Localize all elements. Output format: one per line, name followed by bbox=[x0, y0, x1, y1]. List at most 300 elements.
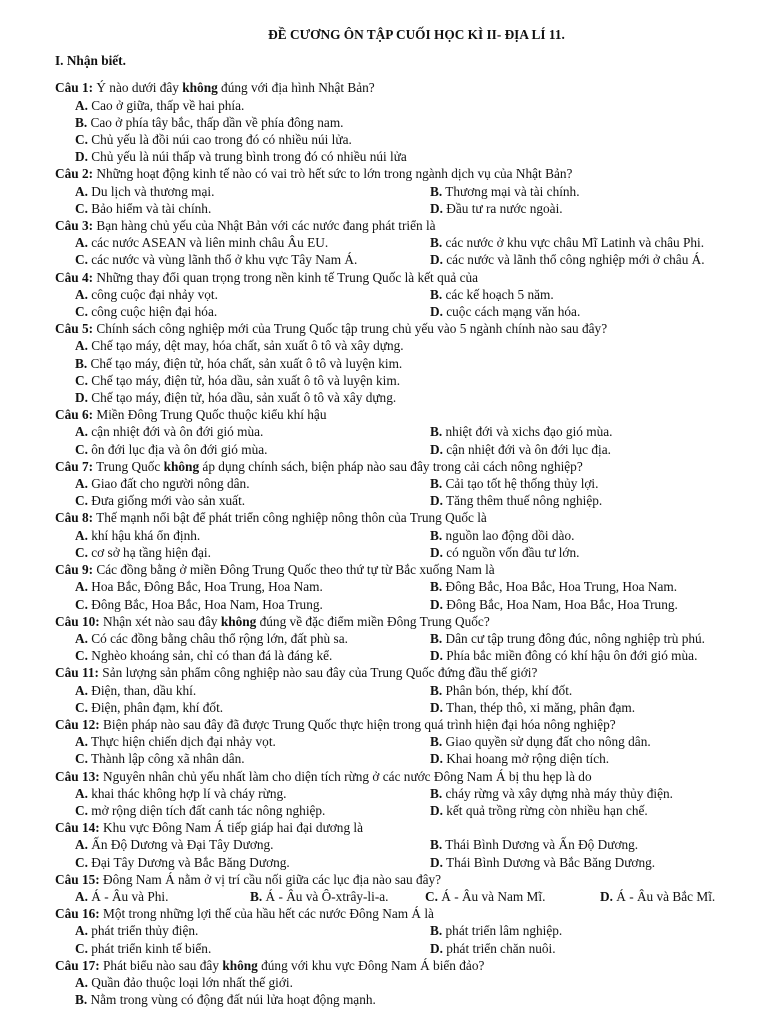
option-letter: A. bbox=[75, 888, 88, 904]
option-text: có nguồn vốn đầu tư lớn. bbox=[442, 544, 580, 560]
question-stem bbox=[55, 819, 748, 836]
answer-option bbox=[430, 423, 748, 440]
option-text: Thành lập công xã nhân dân. bbox=[87, 751, 245, 767]
answer-options bbox=[55, 836, 748, 870]
answer-option bbox=[75, 372, 748, 389]
option-text: ôn đới lục địa và ôn đới gió mùa. bbox=[87, 441, 268, 457]
answer-option bbox=[75, 991, 748, 1008]
option-text: phát triển kinh tế biển. bbox=[87, 940, 212, 956]
option-letter: D. bbox=[430, 441, 443, 457]
option-letter: C. bbox=[75, 493, 88, 509]
question-block bbox=[55, 561, 748, 613]
option-letter: A. bbox=[75, 235, 88, 251]
option-letter: A. bbox=[75, 630, 88, 646]
option-text: công cuộc hiện đại hóa. bbox=[87, 304, 218, 320]
option-text: Có các đồng bằng châu thổ rộng lớn, đất phù sa. bbox=[87, 630, 348, 646]
option-text: công cuộc đại nhảy vọt. bbox=[87, 286, 218, 302]
answer-option bbox=[430, 578, 748, 595]
option-text: cận nhiệt đới và ôn đới gió mùa. bbox=[87, 424, 264, 440]
answer-option bbox=[75, 475, 430, 492]
question-block bbox=[55, 509, 748, 561]
answer-options bbox=[55, 630, 748, 664]
question-block bbox=[55, 165, 748, 217]
answer-option bbox=[75, 630, 430, 647]
option-letter: B. bbox=[430, 579, 443, 595]
option-text: Nghèo khoáng sản, chỉ có than đá là đáng kể. bbox=[87, 648, 333, 664]
answer-option bbox=[75, 389, 748, 406]
answer-options bbox=[55, 785, 748, 819]
question-text: Biện pháp nào sau đây đã được Trung Quốc thực hiện trong quá trình hiện đại hóa nông nghiệp? bbox=[99, 716, 616, 732]
option-row bbox=[75, 544, 748, 561]
option-letter: D. bbox=[75, 149, 88, 165]
question-block bbox=[55, 269, 748, 321]
option-text: Dân cư tập trung đông đúc, nông nghiệp trù phú. bbox=[442, 630, 705, 646]
option-letter: B. bbox=[430, 527, 443, 543]
option-text: khai thác không hợp lí và cháy rừng. bbox=[87, 785, 287, 801]
question-block bbox=[55, 905, 748, 957]
question-stem bbox=[55, 458, 748, 475]
option-text: Ấn Độ Dương và Đại Tây Dương. bbox=[87, 837, 274, 853]
option-text: Cải tạo tốt hệ thống thủy lợi. bbox=[442, 476, 599, 492]
section-heading: I. Nhận biết. bbox=[55, 53, 126, 69]
option-text: Giao quyền sử dụng đất cho nông dân. bbox=[442, 734, 651, 750]
question-number: Câu 11: bbox=[55, 665, 99, 681]
question-stem bbox=[55, 269, 748, 286]
option-letter: A. bbox=[75, 183, 88, 199]
question-text: Miền Đông Trung Quốc thuộc kiểu khí hậu bbox=[93, 407, 327, 423]
option-text: Chế tạo máy, điện tử, hóa dầu, sản xuất ô tô và luyện kim. bbox=[87, 372, 401, 388]
answer-option bbox=[430, 303, 748, 320]
question-block bbox=[55, 716, 748, 768]
option-row bbox=[75, 596, 748, 613]
option-text: Du lịch và thương mại. bbox=[87, 183, 215, 199]
option-text: cuộc cách mạng văn hóa. bbox=[442, 304, 581, 320]
option-letter: C. bbox=[75, 200, 88, 216]
option-row bbox=[75, 733, 748, 750]
option-letter: D. bbox=[430, 544, 443, 560]
option-text: các nước và vùng lãnh thổ ở khu vực Tây Nam Á. bbox=[87, 252, 358, 268]
question-block bbox=[55, 871, 748, 905]
option-text: Than, thép thô, xi măng, phân đạm. bbox=[442, 699, 636, 715]
option-text: Tăng thêm thuế nông nghiệp. bbox=[442, 493, 603, 509]
answer-options bbox=[55, 337, 748, 406]
question-stem bbox=[55, 561, 748, 578]
option-letter: B. bbox=[430, 837, 443, 853]
option-row bbox=[75, 475, 748, 492]
question-stem bbox=[55, 716, 748, 733]
option-letter: A. bbox=[75, 837, 88, 853]
question-stem bbox=[55, 509, 748, 526]
option-letter: C. bbox=[75, 648, 88, 664]
option-letter: B. bbox=[430, 476, 443, 492]
question-text: Thế mạnh nổi bật để phát triển công nghiệp nông thôn của Trung Quốc là bbox=[93, 510, 487, 526]
question-number: Câu 15: bbox=[55, 871, 100, 887]
option-letter: B. bbox=[430, 630, 443, 646]
question-text: Đông Nam Á nằm ở vị trí cầu nối giữa các lục địa nào sau đây? bbox=[99, 871, 442, 887]
option-text: Chủ yếu là đồi núi cao trong đó có nhiều núi lửa. bbox=[87, 132, 352, 148]
option-text: Giao đất cho người nông dân. bbox=[87, 476, 250, 492]
question-number: Câu 2: bbox=[55, 166, 94, 182]
option-text: Đông Bắc, Hoa Bắc, Hoa Nam, Hoa Trung. bbox=[87, 596, 323, 612]
option-letter: B. bbox=[430, 286, 443, 302]
option-text: Đầu tư ra nước ngoài. bbox=[442, 200, 563, 216]
option-letter: D. bbox=[600, 888, 613, 904]
option-row bbox=[75, 492, 748, 509]
option-letter: A. bbox=[75, 974, 88, 990]
question-number: Câu 5: bbox=[55, 321, 94, 337]
option-text: các nước ở khu vực châu Mĩ Latinh và châu Phi. bbox=[442, 235, 705, 251]
answer-option bbox=[75, 303, 430, 320]
option-letter: D. bbox=[430, 200, 443, 216]
question-text-end: đúng với khu vực Đông Nam Á biển đảo? bbox=[257, 957, 485, 973]
option-text: Đưa giống mới vào sản xuất. bbox=[87, 493, 246, 509]
option-row bbox=[75, 527, 748, 544]
question-text-end: áp dụng chính sách, biện pháp nào sau đây trong cải cách nông nghiệp? bbox=[199, 458, 583, 474]
question-number: Câu 9: bbox=[55, 562, 94, 578]
option-letter: B. bbox=[430, 682, 443, 698]
option-letter: C. bbox=[75, 596, 88, 612]
option-text: Cao ở phía tây bắc, thấp dần về phía đông nam. bbox=[87, 114, 344, 130]
question-keyword: không bbox=[220, 613, 257, 629]
option-row bbox=[75, 578, 748, 595]
option-letter: D. bbox=[430, 252, 443, 268]
answer-option bbox=[250, 888, 425, 905]
option-letter: A. bbox=[75, 579, 88, 595]
document-title: ĐỀ CƯƠNG ÔN TẬP CUỐI HỌC KÌ II- ĐỊA LÍ 11. bbox=[268, 27, 565, 42]
option-text: phát triển chăn nuôi. bbox=[442, 940, 556, 956]
option-row bbox=[75, 836, 748, 853]
answer-option bbox=[430, 647, 748, 664]
option-letter: B. bbox=[430, 923, 443, 939]
option-text: Hoa Bắc, Đông Bắc, Hoa Trung, Hoa Nam. bbox=[87, 579, 323, 595]
option-letter: C. bbox=[75, 252, 88, 268]
question-text: Các đồng bằng ở miền Đông Trung Quốc theo thứ tự từ Bắc xuống Nam là bbox=[93, 562, 495, 578]
question-block bbox=[55, 957, 748, 1009]
question-keyword: không bbox=[163, 458, 200, 474]
answer-option bbox=[75, 888, 250, 905]
option-row bbox=[75, 699, 748, 716]
answer-option bbox=[430, 733, 748, 750]
answer-options bbox=[55, 183, 748, 217]
option-row bbox=[75, 234, 748, 251]
option-row bbox=[75, 183, 748, 200]
answer-options bbox=[55, 97, 748, 166]
answer-options bbox=[55, 423, 748, 457]
question-text: Một trong những lợi thế của hầu hết các nước Đông Nam Á là bbox=[99, 906, 434, 922]
question-stem bbox=[55, 165, 748, 182]
option-letter: B. bbox=[75, 114, 88, 130]
option-letter: C. bbox=[75, 854, 88, 870]
answer-option bbox=[75, 785, 430, 802]
option-text: nguồn lao động dồi dào. bbox=[442, 527, 575, 543]
answer-option bbox=[75, 578, 430, 595]
answer-option bbox=[430, 475, 748, 492]
option-letter: D. bbox=[430, 493, 443, 509]
answer-option bbox=[75, 836, 430, 853]
answer-options bbox=[55, 974, 748, 1008]
answer-options bbox=[55, 682, 748, 716]
option-letter: D. bbox=[75, 390, 88, 406]
question-list bbox=[55, 79, 748, 1008]
option-text: Phân bón, thép, khí đốt. bbox=[442, 682, 573, 698]
option-text: khí hậu khá ổn định. bbox=[87, 527, 201, 543]
answer-option bbox=[75, 131, 748, 148]
option-text: Cao ở giữa, thấp về hai phía. bbox=[87, 97, 245, 113]
question-stem bbox=[55, 320, 748, 337]
question-stem bbox=[55, 905, 748, 922]
answer-option bbox=[75, 596, 430, 613]
answer-options bbox=[55, 578, 748, 612]
answer-option bbox=[75, 441, 430, 458]
option-text: Điện, phân đạm, khí đốt. bbox=[87, 699, 224, 715]
option-letter: C. bbox=[75, 372, 88, 388]
option-text: phát triển thủy điện. bbox=[87, 923, 199, 939]
answer-option bbox=[430, 836, 748, 853]
answer-option bbox=[75, 922, 430, 939]
question-text: Bạn hàng chủ yếu của Nhật Bản với các nước đang phát triển là bbox=[93, 218, 436, 234]
question-number: Câu 6: bbox=[55, 407, 94, 423]
option-letter: B. bbox=[430, 424, 443, 440]
question-stem bbox=[55, 871, 748, 888]
option-row bbox=[75, 854, 748, 871]
answer-option bbox=[425, 888, 600, 905]
answer-option bbox=[600, 888, 768, 905]
question-keyword: không bbox=[182, 80, 218, 96]
answer-options bbox=[55, 733, 748, 767]
option-letter: C. bbox=[425, 888, 438, 904]
option-text: Thương mại và tài chính. bbox=[442, 183, 580, 199]
question-stem bbox=[55, 613, 748, 630]
question-number: Câu 3: bbox=[55, 218, 94, 234]
answer-option bbox=[75, 251, 430, 268]
option-letter: C. bbox=[75, 441, 88, 457]
option-letter: C. bbox=[75, 699, 88, 715]
answer-option bbox=[75, 802, 430, 819]
option-row bbox=[75, 200, 748, 217]
option-text: Á - Âu và Phi. bbox=[87, 888, 169, 904]
option-text: các kế hoạch 5 năm. bbox=[442, 286, 554, 302]
answer-option bbox=[430, 527, 748, 544]
option-letter: D. bbox=[430, 699, 443, 715]
answer-option bbox=[430, 802, 748, 819]
question-text: Những thay đổi quan trọng trong nền kinh tế Trung Quốc là kết quả của bbox=[93, 269, 479, 285]
option-letter: A. bbox=[75, 476, 88, 492]
answer-option bbox=[430, 682, 748, 699]
answer-option bbox=[75, 699, 430, 716]
option-text: Quần đảo thuộc loại lớn nhất thế giới. bbox=[87, 974, 293, 990]
option-text: Á - Âu và Ô-xtrây-li-a. bbox=[262, 888, 389, 904]
question-block bbox=[55, 406, 748, 458]
answer-option bbox=[75, 974, 748, 991]
option-letter: B. bbox=[75, 992, 88, 1008]
option-text: mở rộng diện tích đất canh tác nông nghiệp. bbox=[87, 802, 326, 818]
option-letter: D. bbox=[430, 802, 443, 818]
answer-option bbox=[430, 922, 748, 939]
option-letter: B. bbox=[430, 734, 443, 750]
question-text: Những hoạt động kinh tế nào có vai trò hết sức to lớn trong ngành dịch vụ của Nhật Bản? bbox=[93, 166, 573, 182]
option-letter: B. bbox=[75, 355, 88, 371]
answer-option bbox=[75, 97, 748, 114]
question-text-end: đúng về đặc điểm miền Đông Trung Quốc? bbox=[256, 613, 490, 629]
option-letter: A. bbox=[75, 97, 88, 113]
question-number: Câu 12: bbox=[55, 716, 100, 732]
answer-option bbox=[75, 183, 430, 200]
option-text: Đông Bắc, Hoa Bắc, Hoa Trung, Hoa Nam. bbox=[442, 579, 678, 595]
option-letter: D. bbox=[430, 751, 443, 767]
option-letter: C. bbox=[75, 802, 88, 818]
question-block bbox=[55, 458, 748, 510]
answer-option bbox=[430, 234, 748, 251]
answer-option bbox=[430, 854, 748, 871]
option-row bbox=[75, 940, 748, 957]
option-text: cơ sở hạ tầng hiện đại. bbox=[87, 544, 211, 560]
question-text: Phát biểu nào sau đây bbox=[99, 957, 223, 973]
option-row bbox=[75, 682, 748, 699]
answer-option bbox=[430, 785, 748, 802]
answer-option bbox=[430, 940, 748, 957]
question-block bbox=[55, 217, 748, 269]
answer-option bbox=[75, 355, 748, 372]
option-text: Á - Âu và Nam Mĩ. bbox=[437, 888, 546, 904]
question-text: Sản lượng sản phẩm công nghiệp nào sau đây của Trung Quốc đứng đầu thế giới? bbox=[98, 665, 538, 681]
question-block bbox=[55, 819, 748, 871]
option-row bbox=[75, 630, 748, 647]
option-letter: D. bbox=[430, 596, 443, 612]
option-letter: B. bbox=[250, 888, 263, 904]
option-text: Á - Âu và Bắc Mĩ. bbox=[612, 888, 716, 904]
option-letter: D. bbox=[430, 648, 443, 664]
answer-option bbox=[75, 854, 430, 871]
option-row bbox=[75, 922, 748, 939]
option-row bbox=[75, 802, 748, 819]
answer-option bbox=[75, 114, 748, 131]
answer-options bbox=[55, 234, 748, 268]
option-letter: A. bbox=[75, 527, 88, 543]
answer-option bbox=[75, 492, 430, 509]
option-row bbox=[75, 251, 748, 268]
answer-options bbox=[55, 527, 748, 561]
answer-options bbox=[55, 475, 748, 509]
option-letter: C. bbox=[75, 304, 88, 320]
answer-option bbox=[75, 940, 430, 957]
question-number: Câu 8: bbox=[55, 510, 94, 526]
answer-option bbox=[430, 286, 748, 303]
answer-option bbox=[75, 682, 430, 699]
option-letter: A. bbox=[75, 338, 88, 354]
option-text: các nước và lãnh thổ công nghiệp mới ở châu Á. bbox=[442, 252, 705, 268]
answer-option bbox=[75, 544, 430, 561]
option-text: Điện, than, dầu khí. bbox=[87, 682, 197, 698]
answer-option bbox=[75, 750, 430, 767]
question-number: Câu 1: bbox=[55, 80, 94, 96]
question-number: Câu 4: bbox=[55, 269, 94, 285]
answer-option bbox=[75, 286, 430, 303]
question-text-end: đúng với địa hình Nhật Bản? bbox=[217, 80, 375, 96]
question-keyword: không bbox=[222, 957, 258, 973]
option-row bbox=[75, 647, 748, 664]
question-number: Câu 13: bbox=[55, 768, 100, 784]
question-number: Câu 7: bbox=[55, 458, 94, 474]
option-text: Chế tạo máy, điện tử, hóa chất, sản xuất ô tô và luyện kim. bbox=[87, 355, 403, 371]
answer-option bbox=[75, 234, 430, 251]
question-stem bbox=[55, 79, 748, 96]
option-text: Khai hoang mở rộng diện tích. bbox=[442, 751, 610, 767]
option-text: các nước ASEAN và liên minh châu Âu EU. bbox=[87, 235, 329, 251]
option-letter: C. bbox=[75, 132, 88, 148]
option-text: Bảo hiểm và tài chính. bbox=[87, 200, 212, 216]
option-letter: D. bbox=[430, 940, 443, 956]
question-block bbox=[55, 320, 748, 406]
option-letter: C. bbox=[75, 751, 88, 767]
answer-options bbox=[55, 922, 748, 956]
option-letter: B. bbox=[430, 785, 443, 801]
option-letter: B. bbox=[430, 183, 443, 199]
option-letter: C. bbox=[75, 940, 88, 956]
question-stem bbox=[55, 217, 748, 234]
answer-option bbox=[430, 544, 748, 561]
option-row bbox=[75, 441, 748, 458]
question-text: Khu vực Đông Nam Á tiếp giáp hai đại dương là bbox=[99, 820, 364, 836]
option-text: Thái Bình Dương và Ấn Độ Dương. bbox=[442, 837, 639, 853]
question-number: Câu 16: bbox=[55, 906, 100, 922]
option-text: phát triển lâm nghiệp. bbox=[442, 923, 563, 939]
question-block bbox=[55, 768, 748, 820]
answer-option bbox=[430, 183, 748, 200]
answer-option bbox=[75, 527, 430, 544]
question-block bbox=[55, 79, 748, 165]
option-text: cận nhiệt đới và ôn đới lục địa. bbox=[442, 441, 611, 457]
question-stem bbox=[55, 664, 748, 681]
option-text: Chế tạo máy, điện tử, hóa dầu, sản xuất ô tô và xây dựng. bbox=[87, 390, 397, 406]
question-text: Ý nào dưới đây bbox=[93, 80, 183, 96]
option-text: Nằm trong vùng có động đất núi lửa hoạt động mạnh. bbox=[87, 992, 376, 1008]
option-row bbox=[75, 303, 748, 320]
question-number: Câu 14: bbox=[55, 820, 100, 836]
option-text: Thái Bình Dương và Bắc Băng Dương. bbox=[442, 854, 656, 870]
option-row bbox=[75, 750, 748, 767]
question-stem bbox=[55, 406, 748, 423]
option-letter: A. bbox=[75, 424, 88, 440]
option-letter: A. bbox=[75, 734, 88, 750]
answer-option bbox=[430, 750, 748, 767]
answer-option bbox=[430, 492, 748, 509]
answer-option bbox=[430, 200, 748, 217]
option-row bbox=[75, 785, 748, 802]
answer-option bbox=[75, 733, 430, 750]
answer-option bbox=[430, 441, 748, 458]
option-letter: D. bbox=[430, 304, 443, 320]
answer-option bbox=[75, 423, 430, 440]
question-stem bbox=[55, 768, 748, 785]
question-text: Nhận xét nào sau đây bbox=[99, 613, 221, 629]
answer-option bbox=[75, 337, 748, 354]
answer-option bbox=[75, 647, 430, 664]
option-letter: A. bbox=[75, 923, 88, 939]
option-row bbox=[75, 423, 748, 440]
option-letter: C. bbox=[75, 544, 88, 560]
option-letter: A. bbox=[75, 682, 88, 698]
option-text: cháy rừng và xây dựng nhà máy thủy điện. bbox=[442, 785, 674, 801]
question-text: Trung Quốc bbox=[93, 458, 164, 474]
option-row bbox=[75, 888, 748, 905]
option-text: Chế tạo máy, dệt may, hóa chất, sản xuất ô tô và xây dựng. bbox=[87, 338, 404, 354]
answer-option bbox=[430, 699, 748, 716]
answer-options bbox=[55, 286, 748, 320]
question-stem bbox=[55, 957, 748, 974]
option-text: Phía bắc miền đông có khí hậu ôn đới gió mùa. bbox=[442, 648, 698, 664]
option-text: Đông Bắc, Hoa Nam, Hoa Bắc, Hoa Trung. bbox=[442, 596, 678, 612]
question-block bbox=[55, 664, 748, 716]
